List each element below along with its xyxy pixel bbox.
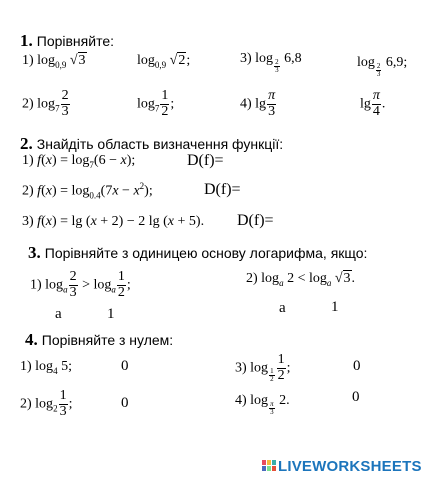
s4-expr-3: 3) log $\frac{1}{2}$ $\frac{1}{2}$ ;	[235, 352, 291, 384]
s4-expr-2: 2) $\log_2$ $\frac{1}{3}$ ;	[20, 388, 73, 419]
domain-label-3: D(f)=	[237, 212, 274, 229]
section-4-header	[25, 330, 173, 350]
liveworksheets-logo	[262, 458, 422, 475]
s1-expr-3b: log $\frac{2}{3}$ 6,9;	[357, 55, 408, 78]
s3-expr-2: 2) $\log_a 2 < \log_a √3$.	[246, 271, 356, 288]
domain-label-2: D(f)=	[204, 181, 241, 198]
zero-1: 0	[121, 358, 129, 374]
zero-2: 0	[121, 395, 129, 411]
section-title: Знайдіть область визначення функції:	[36, 136, 284, 152]
domain-label-1: D(f)=	[187, 152, 224, 169]
zero-4: 0	[352, 389, 360, 405]
section-number: 3.	[28, 243, 41, 262]
answer-one-2: 1	[331, 299, 339, 315]
section-number: 2.	[20, 134, 33, 153]
s1-expr-2b: $\log_7$ $\frac{1}{2}$ ;	[137, 88, 175, 119]
section-title: Порівняйте з одиницею основу логарифма, якщо:	[44, 245, 368, 261]
brand-name: LIVEWORKSHEETS	[278, 458, 422, 475]
answer-one-1: 1	[107, 306, 115, 322]
s2-expr-2: 2) $f(x) = \log_{0.4}(7x - x^2)$;	[22, 181, 153, 201]
s2-expr-3: 3) f(x) = lg (x + 2) − 2 lg (x + 5).	[22, 214, 205, 229]
s1-expr-1: 1) $\log_{0,9} √3$	[22, 53, 86, 70]
section-2-header	[20, 134, 283, 154]
s3-expr-1: 1) $\log_a$ $\frac{2}{3}$ > $\log_a$ $\frac{1}{2}$ ;	[30, 269, 131, 300]
section-number: 1.	[20, 31, 33, 50]
section-number: 4.	[25, 330, 38, 349]
section-title: Порівняйте з нулем:	[41, 332, 174, 348]
s2-expr-1: 1) $f(x) = \log_7(6 - x)$;	[22, 153, 136, 170]
s4-expr-1: 1) $\log_4 5$;	[20, 359, 72, 376]
s4-expr-4: 4) log $\frac{\pi}{3}$ 2.	[235, 393, 290, 416]
section-1-header	[20, 31, 114, 51]
section-title: Порівняйте:	[36, 33, 114, 49]
s1-expr-1b: $\log_{0,9} √2$;	[137, 53, 191, 70]
s1-expr-3: 3) log $\frac{2}{3}$ 6,8	[240, 51, 302, 74]
s1-expr-2: 2) $\log_7$ $\frac{2}{3}$	[22, 88, 69, 119]
s1-expr-4: 4) lg $\frac{\pi}{3}$	[240, 88, 276, 119]
section-3-header	[28, 243, 367, 263]
answer-a-1: a	[55, 306, 62, 322]
zero-3: 0	[353, 358, 361, 374]
worksheet-logo-icon	[262, 460, 276, 472]
answer-a-2: a	[279, 300, 286, 316]
s1-expr-4b: lg $\frac{\pi}{4}$ .	[360, 88, 386, 119]
